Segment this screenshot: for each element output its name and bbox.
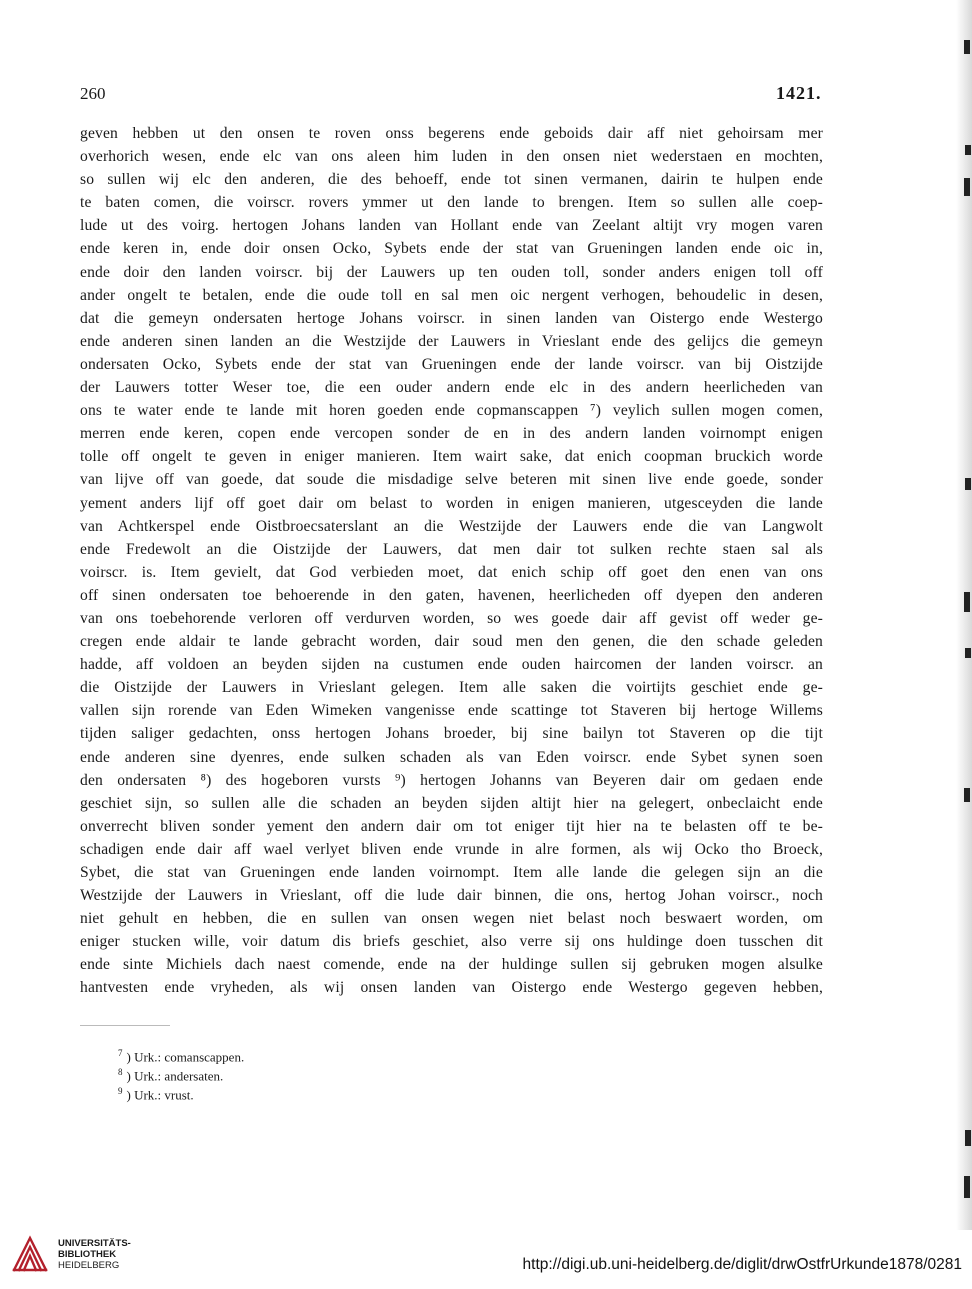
footnote: $^7$ ) Urk.: comanscappen.: [118, 1048, 245, 1065]
footnotes: [118, 1044, 244, 1101]
running-head-year: 1421.: [776, 83, 822, 103]
edge-mark: [965, 648, 971, 658]
text-line: merren ende keren, copen ende vercopen sonder de en in des andern landen voirnompt enigen: [80, 425, 823, 443]
footnote-rule: [80, 1025, 170, 1026]
footnote-text: Urk.: vrust.: [134, 1087, 194, 1103]
text-line: hantvesten ende vryheden, als wij onsen landen van Oistergo ende Westergo gegeven hebben,: [80, 979, 823, 997]
footnote-text: Urk.: andersaten.: [134, 1068, 224, 1084]
heidelberg-library-logo-icon: [10, 1234, 50, 1274]
text-line: van Achtkerspel ende Oistbroecsaterslant an die Westzijde der Lauwers ende die van Langwolt: [80, 517, 823, 535]
footnote-mark: 9: [118, 1086, 123, 1096]
page-edge: [956, 0, 972, 1230]
library-name-line: BIBLIOTHEK: [58, 1249, 117, 1260]
footnote: $^9$ ) Urk.: vrust.: [118, 1086, 194, 1103]
edge-mark: [964, 788, 970, 802]
library-name-city: HEIDELBERG: [58, 1260, 120, 1271]
page-number: 260: [80, 84, 106, 103]
text-line: dat die gemeyn ondersaten hertoge Johans voirscr. in sinen landen van Oistergo ende Westergo: [80, 309, 823, 327]
text-line: cregen ende aldair te lande gebracht worden, dair soud men den genen, die den schade geleden: [80, 633, 823, 651]
text-line: ende sinte Michiels dach naest comende, ende na der huldinge sullen sij gebruken mogen alsulke: [80, 956, 823, 974]
text-line: ende keren in, ende doir onsen Ocko, Sybets ende der stat van Grueningen landen ende oic in,: [80, 240, 823, 258]
text-line: ons te water ende te lande mit horen goeden ende copmanscappen ⁷) veylich sullen mogen comen,: [80, 402, 823, 420]
text-line: tijden saliger gedachten, onss hertogen Johans broeder, bij sine bailyn tot Staveren op die tijt: [80, 725, 823, 743]
edge-mark: [964, 40, 970, 54]
text-line: yement anders lijf off goet dair om belast to worden in enigen manieren, utgesceyden die lande: [80, 494, 823, 512]
permalink-url[interactable]: http://digi.ub.uni-heidelberg.de/diglit/drwOstfrUrkunde1878/0281: [522, 1256, 962, 1273]
text-line: Westzijde der Lauwers in Vrieslant, off die lude dair binnen, die ons, hertog Johan voirscr., noch: [80, 887, 823, 905]
text-line: ende Fredewolt an die Oistzijde der Lauwers, dat men dair tot sulken rechte staen sal als: [80, 540, 823, 558]
text-line: eniger stucken wille, voir datum dis briefs geschiet, also verre sij ons huldinge doen tusschen dit: [80, 933, 823, 951]
text-line: Sybet, die stat van Grueningen ende landen voirnompt. Item alle lande die gelegen sijn an die: [80, 864, 823, 881]
text-line: ander ongelt te betalen, ende die oude toll en sal men oic nergent verhogen, behoudelic in desen,: [80, 286, 823, 304]
text-line: so sullen wij elc den anderen, die des behoeff, ende tot sinen vermanen, dairin te hulpen ende: [80, 171, 823, 189]
text-line: geven hebben ut den onsen te roven onss begerens ende geboids dair aff niet gehoirsam mer: [80, 125, 823, 142]
text-line: onverrecht bliven sonder yement den andern dair om tot eniger tijt hier na te belasten off te be-: [80, 817, 823, 835]
text-line: lude ut des voirg. hertogen Johans landen van Hollant ende van Zeelant altijt vry mogen varen: [80, 217, 823, 235]
footnote-mark: 7: [118, 1048, 123, 1058]
edge-mark: [965, 1130, 971, 1146]
text-line: ende doir den landen voirscr. bij der Lauwers up ten ouden toll, sonder anders enigen toll off: [80, 263, 823, 281]
text-line: hadde, aff voldoen an beyden sijden na custumen ende ouden haircomen der landen voirscr. an: [80, 656, 823, 674]
text-line: geschiet sijn, so sullen alle die schaden an beyden sijden altijt hier na gelegert, onbeclaicht ende: [80, 794, 823, 812]
edge-mark: [965, 478, 971, 490]
text-line: ende anderen sinen landen an die Westzijde der Lauwers in Vrieslant ende des gelijcs die gemeyn: [80, 332, 823, 350]
text-line: van ons toebehorende verloren off verdurven worden, so wes goede dair aff gevist off weder ge-: [80, 609, 823, 627]
text-line: tolle off ongelt te geven in eniger manieren. Item wairt sake, dat enich coopman bruckich worde: [80, 448, 823, 466]
footnote-text: Urk.: comanscappen.: [134, 1049, 245, 1065]
text-line: van lijve off van goede, dat soude die misdadige selve beteren mit sinen live ende goede, sonder: [80, 471, 823, 489]
edge-mark: [964, 592, 970, 612]
text-line: te baten comen, die voirscr. rovers ymmer ut den lande to brengen. Item so sullen alle coep-: [80, 194, 823, 212]
text-line: niet gehult en hebben, die en sullen van onsen wegen niet belast noch beswaert worden, om: [80, 910, 823, 928]
edge-mark: [965, 145, 971, 155]
library-name-line: UNIVERSITÄTS-: [58, 1238, 131, 1249]
footnote-mark: 8: [118, 1067, 123, 1077]
text-line: die Oistzijde der Lauwers in Vrieslant gelegen. Item alle saken die voirtijts geschiet ende ge-: [80, 679, 823, 697]
text-line: off sinen ondersaten toe behoerende in den gaten, havenen, heerlicheden off dyepen den anderen: [80, 586, 823, 604]
footnote: $^8$ ) Urk.: andersaten.: [118, 1067, 224, 1084]
text-line: ende anderen sine dyenres, ende sulken schaden als van Eden voirscr. ende Sybet synen soen: [80, 748, 823, 766]
text-line: ondersaten Ocko, Sybets ende der stat van Grueningen ende der lande voirscr. van bij Oistzijde: [80, 355, 823, 373]
body-text: [80, 122, 823, 1000]
text-line: overhorich wesen, ende elc van ons aleen him luden in den onsen niet wederstaen en mochten,: [80, 148, 823, 166]
text-line: voirscr. is. Item gevielt, dat God verbieden moet, dat enich schip off goet den enen van ons: [80, 563, 823, 581]
text-line: vallen sijn rorende van Eden Wimeken vangenisse ende scattinge tot Staveren bij hertoge Willems: [80, 702, 823, 720]
text-line: den ondersaten ⁸) des hogeboren vursts ⁹) hertogen Johanns van Beyeren dair om gedaen ende: [80, 771, 823, 789]
edge-mark: [964, 1176, 970, 1198]
text-line: der Lauwers totter Weser toe, die een ouder andern ende elc in des andern heerlicheden van: [80, 379, 823, 397]
edge-mark: [964, 178, 970, 196]
library-name: [58, 1238, 131, 1271]
text-line: schadigen ende dair aff wael verlyet bliven ende vrunde in alre formen, als wij Ocko tho Broeck,: [80, 840, 823, 858]
